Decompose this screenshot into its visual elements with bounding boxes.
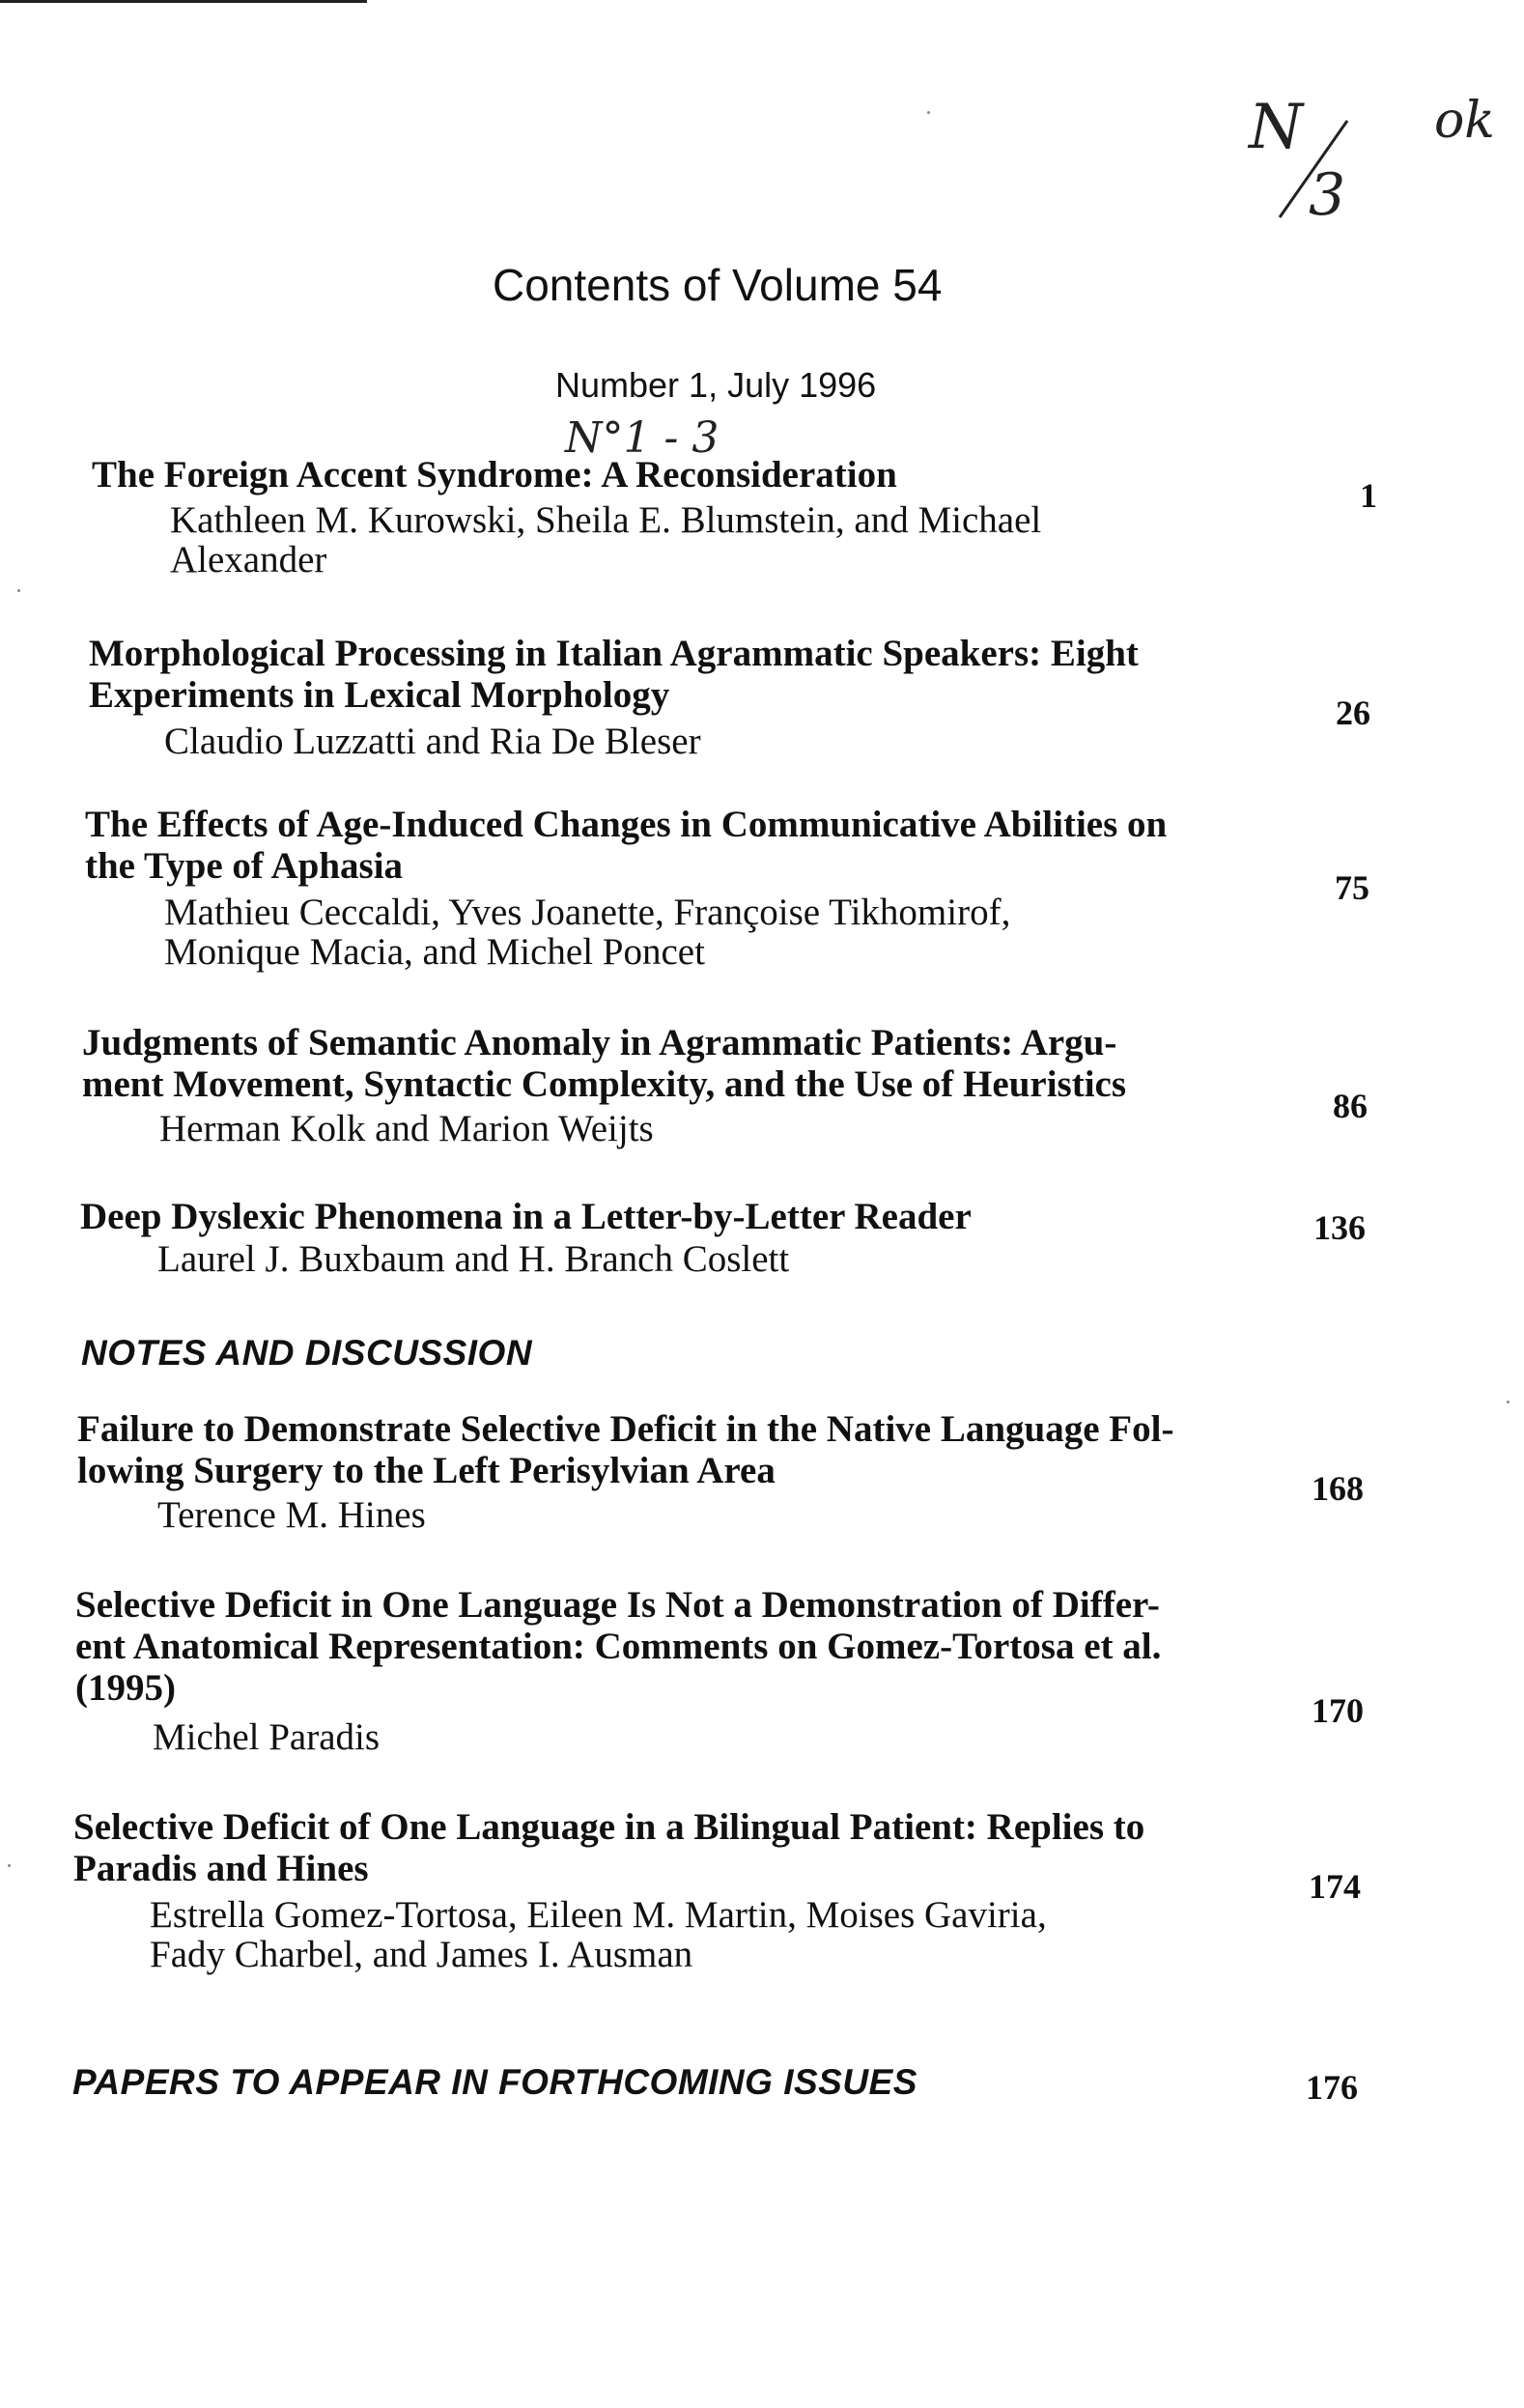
entry-title-line: Experiments in Lexical Morphology bbox=[89, 674, 670, 716]
entry-title bbox=[85, 804, 1167, 887]
entry-title-line: The Foreign Accent Syndrome: A Reconsideration bbox=[92, 454, 897, 496]
entry-title bbox=[73, 1806, 1144, 1889]
scan-speck bbox=[927, 111, 930, 114]
entry-title bbox=[82, 1022, 1126, 1105]
entry-page-number: 86 bbox=[1333, 1087, 1368, 1125]
entry-title bbox=[92, 454, 897, 496]
handwritten-fraction bbox=[1241, 92, 1396, 237]
entry-title-line: The Effects of Age-Induced Changes in Communicative Abilities on bbox=[85, 804, 1168, 845]
entry-author-line: Fady Charbel, and James I. Ausman bbox=[150, 1934, 693, 1975]
handwritten-ok: ok bbox=[1434, 92, 1495, 150]
entry-title-line: the Type of Aphasia bbox=[85, 845, 404, 887]
entry-page-number: 170 bbox=[1312, 1691, 1364, 1730]
entry-author-line: Claudio Luzzatti and Ria De Bleser bbox=[164, 721, 701, 762]
entry-title-line: Failure to Demonstrate Selective Deficit in the Native Language Fol- bbox=[77, 1408, 1174, 1450]
entry-title bbox=[77, 1408, 1173, 1491]
entry-title bbox=[75, 1584, 1161, 1709]
entry-page-number: 174 bbox=[1309, 1867, 1361, 1906]
scan-edge-line bbox=[0, 0, 367, 3]
scan-speck bbox=[8, 1864, 11, 1867]
entry-authors bbox=[159, 1109, 654, 1148]
handwritten-fraction-top: N bbox=[1249, 92, 1303, 163]
toc-entry bbox=[0, 1408, 1524, 1553]
toc-entry bbox=[0, 1022, 1524, 1176]
entry-title-line: Deep Dyslexic Phenomena in a Letter-by-Letter Reader bbox=[80, 1196, 972, 1237]
entry-author-line: Estrella Gomez-Tortosa, Eileen M. Martin, Moises Gaviria, bbox=[150, 1894, 1047, 1936]
entry-author-line: Laurel J. Buxbaum and H. Branch Coslett bbox=[157, 1238, 790, 1280]
entry-title-line: ent Anatomical Representation: Comments on Gomez-Tortosa et al. bbox=[75, 1626, 1162, 1667]
scan-speck bbox=[17, 589, 20, 592]
entry-page-number: 75 bbox=[1335, 868, 1369, 907]
entry-title-line: Selective Deficit of One Language in a Bilingual Patient: Replies to bbox=[73, 1806, 1145, 1848]
entry-author-line: Kathleen M. Kurowski, Sheila E. Blumstein, and Michael bbox=[170, 499, 1042, 541]
entry-authors bbox=[153, 1717, 380, 1757]
entry-title-line: Paradis and Hines bbox=[73, 1848, 369, 1889]
toc-entry bbox=[0, 454, 1524, 599]
page-title: Contents of Volume 54 bbox=[493, 260, 943, 310]
section-heading-notes: NOTES AND DISCUSSION bbox=[81, 1333, 533, 1373]
entry-title-line: lowing Surgery to the Left Perisylvian Area bbox=[77, 1450, 776, 1491]
toc-entry bbox=[0, 1806, 1524, 2019]
handwritten-issue-note: N°1 - 3 bbox=[565, 413, 720, 463]
entry-authors bbox=[150, 1895, 1047, 1974]
forthcoming-page-number: 176 bbox=[1306, 2068, 1358, 2107]
entry-authors bbox=[164, 722, 701, 761]
section-heading-forthcoming: PAPERS TO APPEAR IN FORTHCOMING ISSUES bbox=[72, 2062, 917, 2102]
entry-authors bbox=[170, 500, 1041, 580]
entry-author-line: Alexander bbox=[170, 539, 327, 581]
entry-page-number: 26 bbox=[1336, 694, 1370, 732]
entry-page-number: 136 bbox=[1313, 1208, 1366, 1247]
entry-title-line: Selective Deficit in One Language Is Not a Demonstration of Differ- bbox=[75, 1584, 1160, 1626]
entry-title bbox=[89, 633, 1139, 716]
entry-author-line: Michel Paradis bbox=[153, 1716, 381, 1758]
entry-title bbox=[80, 1196, 972, 1237]
scan-speck bbox=[1507, 1401, 1510, 1403]
entry-title-line: Morphological Processing in Italian Agrammatic Speakers: Eight bbox=[89, 633, 1139, 674]
toc-entry bbox=[0, 804, 1524, 997]
entry-authors bbox=[157, 1495, 426, 1535]
entry-authors bbox=[157, 1239, 789, 1279]
entry-authors bbox=[164, 892, 1010, 972]
entry-author-line: Herman Kolk and Marion Weijts bbox=[159, 1108, 654, 1149]
issue-number-line: Number 1, July 1996 bbox=[555, 365, 877, 405]
entry-page-number: 1 bbox=[1360, 476, 1377, 515]
toc-entry bbox=[0, 1584, 1524, 1777]
entry-author-line: Mathieu Ceccaldi, Yves Joanette, Françoise Tikhomirof, bbox=[164, 892, 1011, 933]
handwritten-fraction-bottom: 3 bbox=[1309, 161, 1346, 229]
entry-author-line: Monique Macia, and Michel Poncet bbox=[164, 931, 705, 973]
toc-entry bbox=[0, 633, 1524, 778]
entry-title-line: ment Movement, Syntactic Complexity, and the Use of Heuristics bbox=[82, 1063, 1127, 1105]
toc-entry bbox=[0, 1196, 1524, 1302]
entry-page-number: 168 bbox=[1312, 1469, 1364, 1508]
entry-title-line: (1995) bbox=[75, 1667, 176, 1709]
entry-author-line: Terence M. Hines bbox=[157, 1494, 426, 1536]
entry-title-line: Judgments of Semantic Anomaly in Agrammatic Patients: Argu- bbox=[82, 1022, 1117, 1063]
